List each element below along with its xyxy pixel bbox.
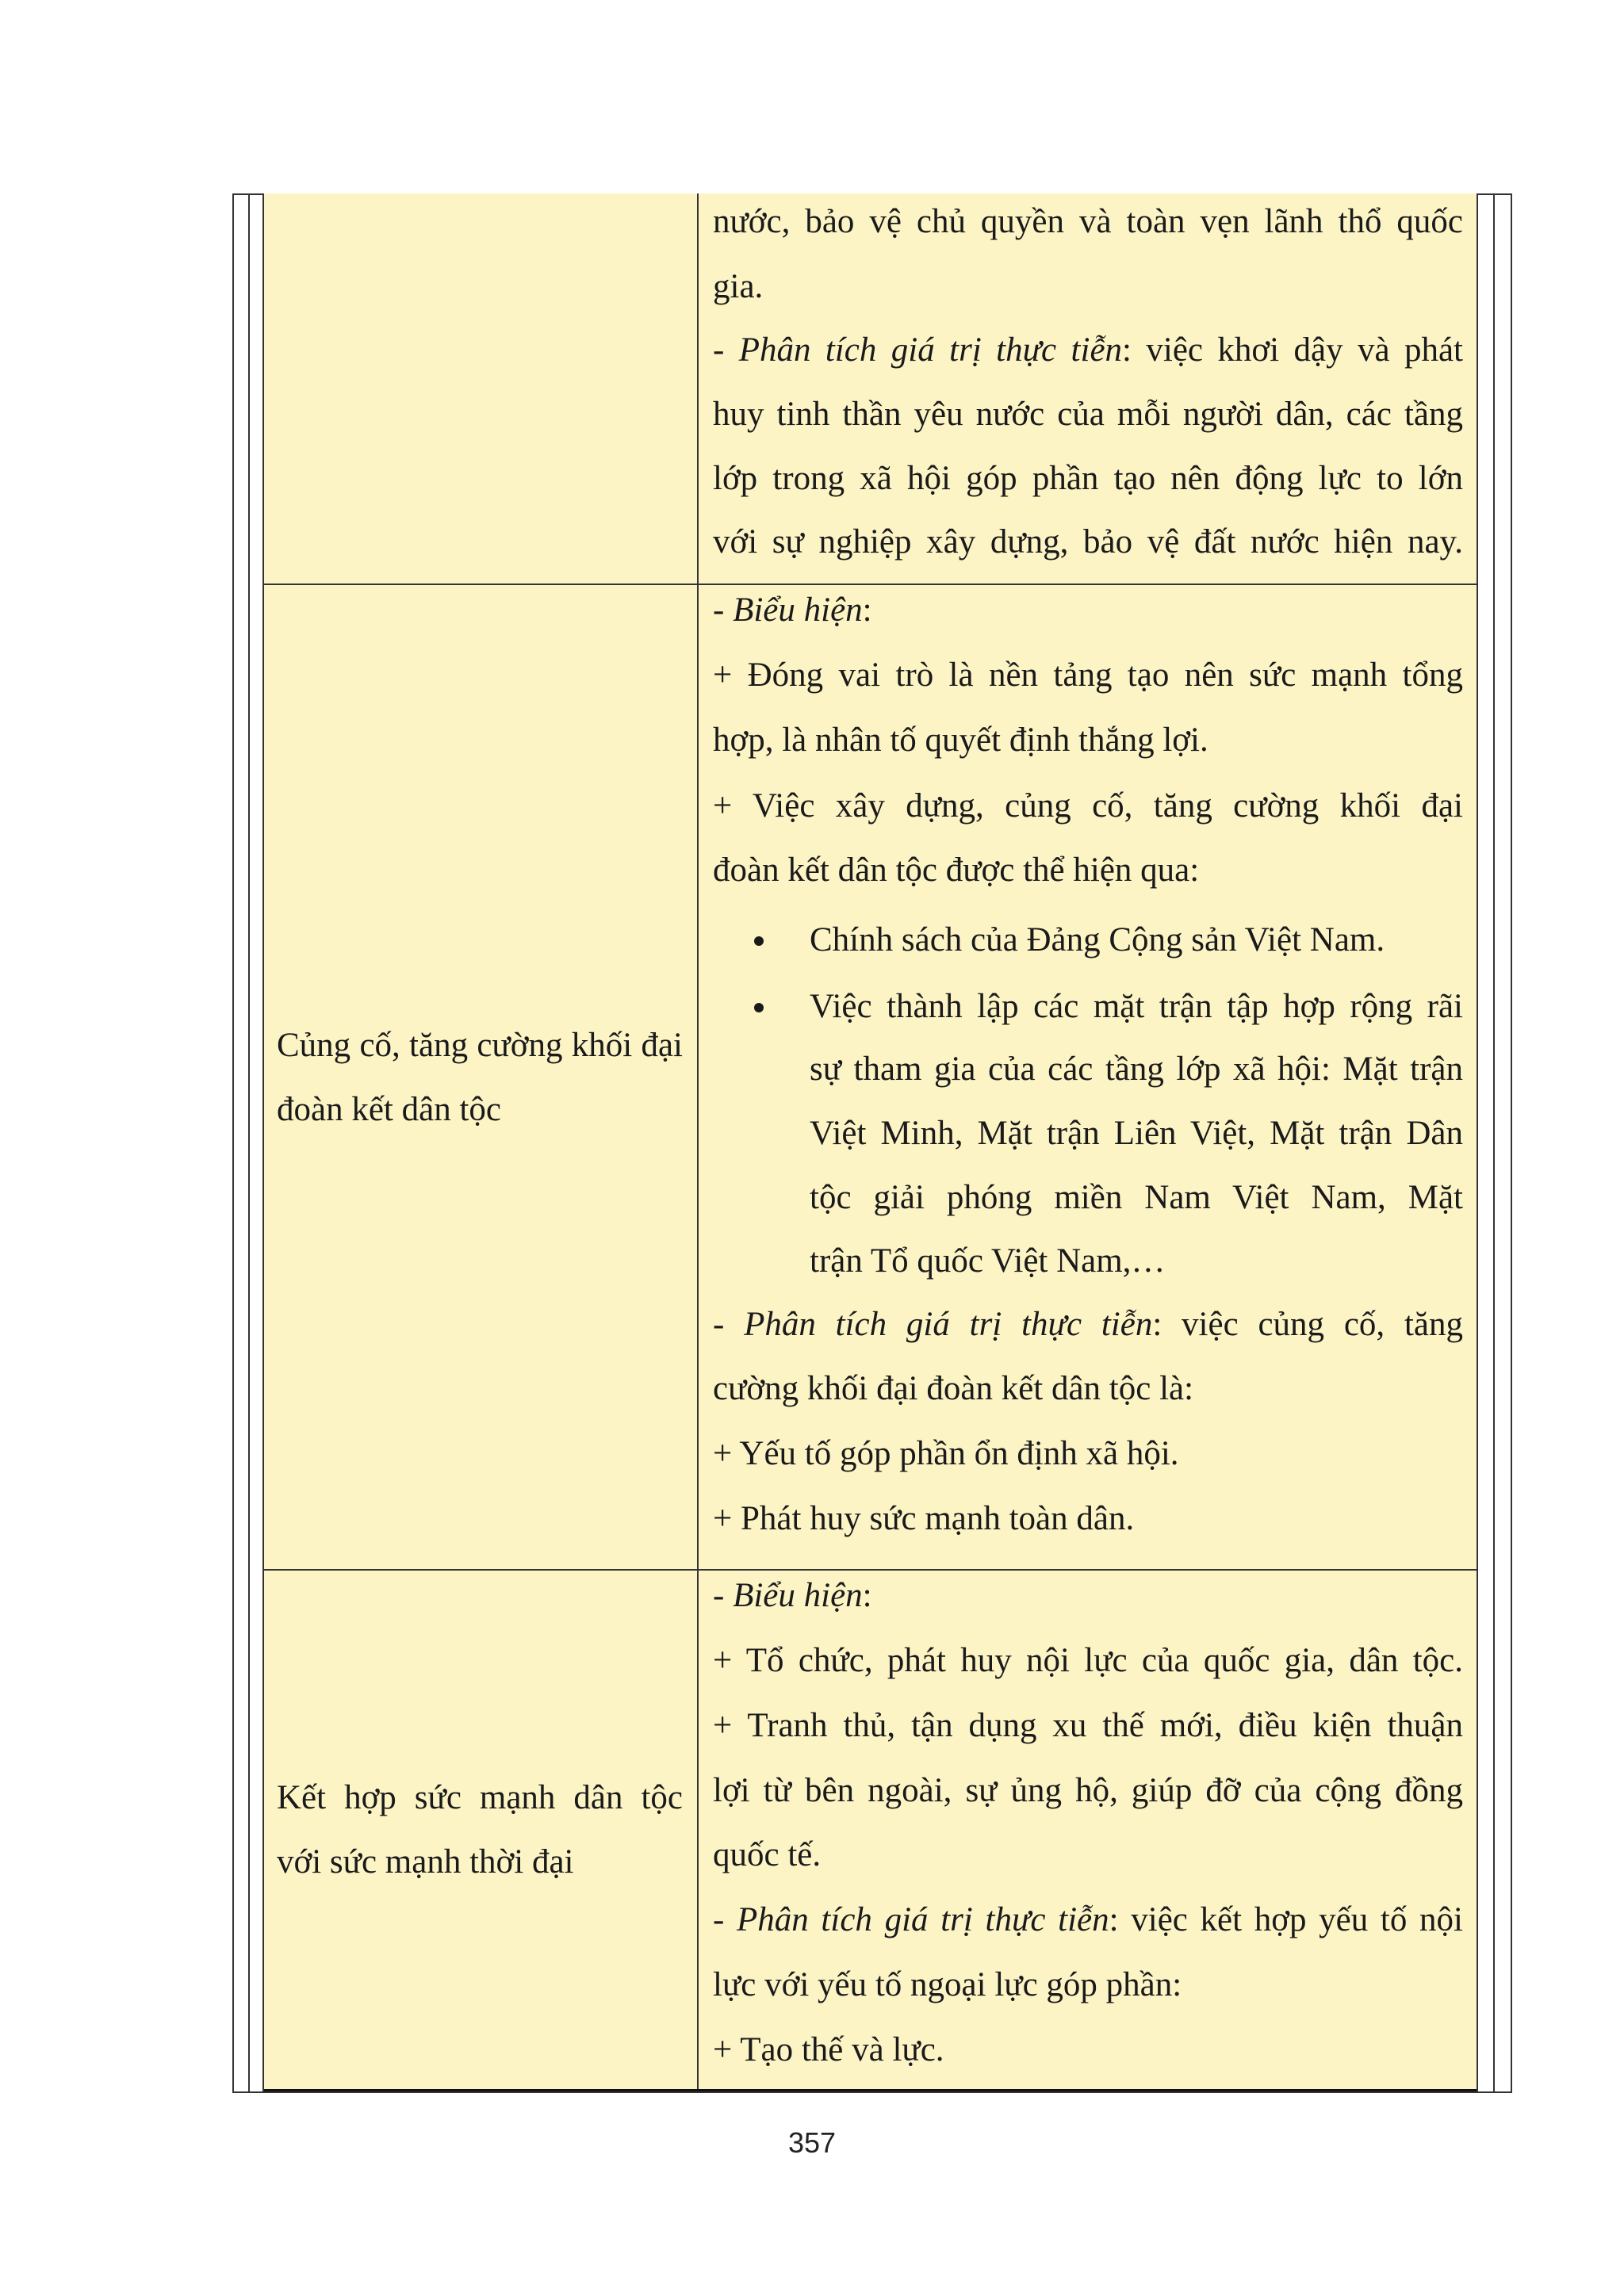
text-line: + Phát huy sức mạnh toàn dân. xyxy=(713,1500,1135,1537)
text-line: quốc tế. xyxy=(713,1836,822,1873)
text-line: tộc giải phóng miền Nam Việt Nam, Mặt xyxy=(810,1179,1463,1216)
text-line: + Việc xây dựng, củng cố, tăng cường khối đại xyxy=(713,787,1463,825)
text-line: với sự nghiệp xây dựng, bảo vệ đất nước hiện nay. xyxy=(713,523,1463,561)
text-line: + Yếu tố góp phần ổn định xã hội. xyxy=(713,1435,1179,1472)
page-frame-right-line xyxy=(1493,193,1495,2093)
table-row xyxy=(264,193,1477,585)
bullet-dot xyxy=(754,936,764,946)
italic-heading: Phân tích giá trị thực tiễn xyxy=(738,331,1123,369)
table-cell-content xyxy=(699,193,1477,584)
table-cell-label xyxy=(264,1571,699,2089)
text-line: + Tranh thủ, tận dụng xu thế mới, điều kiện thuận xyxy=(713,1707,1463,1744)
table-cell-label xyxy=(264,193,699,584)
italic-heading: Phân tích giá trị thực tiễn xyxy=(744,1306,1153,1343)
table-cell-label xyxy=(264,585,699,1569)
content-table xyxy=(264,193,1477,2091)
text-line: lớp trong xã hội góp phần tạo nên động lực to lớn xyxy=(713,460,1463,497)
text-line: huy tinh thần yêu nước của mỗi người dân, các tầng xyxy=(713,396,1463,433)
text-line: - Phân tích giá trị thực tiễn: việc kết hợp yếu tố nội xyxy=(713,1901,1463,1938)
text-line: cường khối đại đoàn kết dân tộc là: xyxy=(713,1370,1194,1407)
row-label: Kết hợp sức mạnh dân tộc với sức mạnh thời đại xyxy=(277,1779,683,1881)
text-line: lực với yếu tố ngoại lực góp phần: xyxy=(713,1966,1182,2003)
table-row xyxy=(264,1571,1477,2091)
text-line: + Đóng vai trò là nền tảng tạo nên sức mạnh tổng xyxy=(713,656,1463,694)
table-row xyxy=(264,585,1477,1571)
italic-heading: Phân tích giá trị thực tiễn xyxy=(737,1901,1109,1938)
text-line: hợp, là nhân tố quyết định thắng lợi. xyxy=(713,721,1208,759)
page-number: 357 xyxy=(787,2126,837,2159)
text-line: Việt Minh, Mặt trận Liên Việt, Mặt trận Dân xyxy=(810,1115,1463,1152)
text-line: lợi từ bên ngoài, sự ủng hộ, giúp đỡ của cộng đồng xyxy=(713,1772,1463,1809)
text-line: - Biểu hiện: xyxy=(713,591,872,629)
text-line: trận Tổ quốc Việt Nam,… xyxy=(810,1242,1166,1280)
bullet-item: Việc thành lập các mặt trận tập hợp rộng rãi xyxy=(810,988,1463,1025)
text-line: - Phân tích giá trị thực tiễn: việc củng cố, tăng xyxy=(713,1306,1463,1343)
text-line: gia. xyxy=(713,268,764,305)
text-line: - Biểu hiện: xyxy=(713,1577,872,1614)
text-line: - Phân tích giá trị thực tiễn: việc khơi dậy và phát xyxy=(713,331,1463,369)
text-line: nước, bảo vệ chủ quyền và toàn vẹn lãnh thổ quốc xyxy=(713,203,1463,240)
text-line: + Tạo thế và lực. xyxy=(713,2031,944,2068)
bullet-item: Chính sách của Đảng Cộng sản Việt Nam. xyxy=(810,921,1385,959)
table-cell-content xyxy=(699,1571,1477,2089)
row-label: Củng cố, tăng cường khối đại đoàn kết dân tộc xyxy=(277,1026,683,1128)
text-line: + Tổ chức, phát huy nội lực của quốc gia, dân tộc. xyxy=(713,1642,1463,1679)
bullet-dot xyxy=(754,1003,764,1012)
italic-heading: Biểu hiện xyxy=(733,591,863,629)
table-cell-content xyxy=(699,585,1477,1569)
text-line: sự tham gia của các tầng lớp xã hội: Mặt trận xyxy=(810,1050,1463,1088)
italic-heading: Biểu hiện xyxy=(733,1577,863,1614)
text-line: đoàn kết dân tộc được thể hiện qua: xyxy=(713,851,1200,889)
